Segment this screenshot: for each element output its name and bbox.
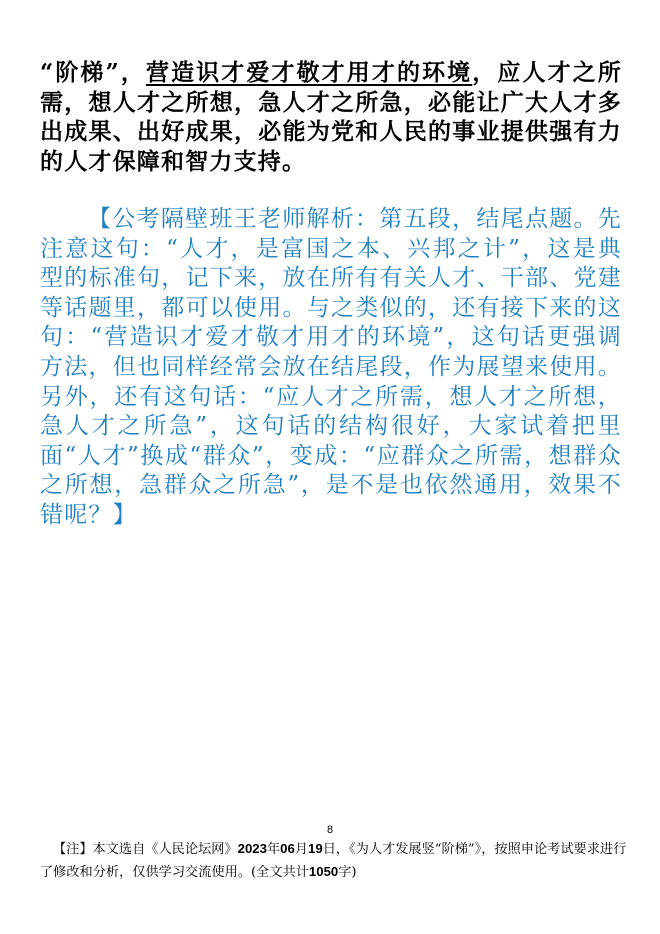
page-number: 8 [326, 824, 334, 836]
footnote-suffix: 字) [338, 864, 357, 880]
footnote-year: 2023 [237, 841, 267, 856]
source-footnote [40, 838, 630, 883]
footnote-month: 06 [280, 841, 295, 856]
teacher-analysis-paragraph: 【公考隔壁班王老师解析：第五段，结尾点题。先注意这句：“人才，是富国之本、兴邦之计”，这是典型的标准句，记下来，放在所有有关人才、干部、党建等话题里，都可以使用。与之类似的，还有接下来的这句：“营造识才爱才敬才用才的环境”，这句话更强调方法，但也同样经常会放在结尾段，作为展望来使用。另外，还有这句话：“应人才之所需，想人才之所想，急人才之所急”，这句话的结构很好，大家试着把里面“人才”换成“群众”，变成：“应群众之所需，想群众之所想，急群众之所急”，是不是也依然通用，效果不错呢？】 [40, 206, 622, 528]
footnote-year-unit: 年 [266, 842, 281, 857]
footnote-word-count: 1050 [308, 863, 339, 879]
article-paragraph [40, 58, 622, 176]
footnote-prefix: 【注】本文选自《人民论坛网》 [53, 842, 238, 857]
underlined-phrase: 营造识才爱才敬才用才的环境 [145, 59, 473, 86]
footnote-month-unit: 月 [294, 842, 309, 857]
footnote-body: 日，《为人才发展竖“阶梯”》，按照申论考试要求进行了修改和分析，仅供学习交流使用。(全文共计 [40, 842, 627, 880]
paragraph-segment-rest: ，应人才之所需，想人才之所想，急人才之所急，必能让广大人才多出成果、出好成果，必能为党和人民的事业提供强有力的人才保障和智力支持。 [40, 59, 622, 175]
paragraph-segment-quote: “阶梯”， [40, 59, 146, 86]
footnote-day: 19 [308, 841, 323, 856]
